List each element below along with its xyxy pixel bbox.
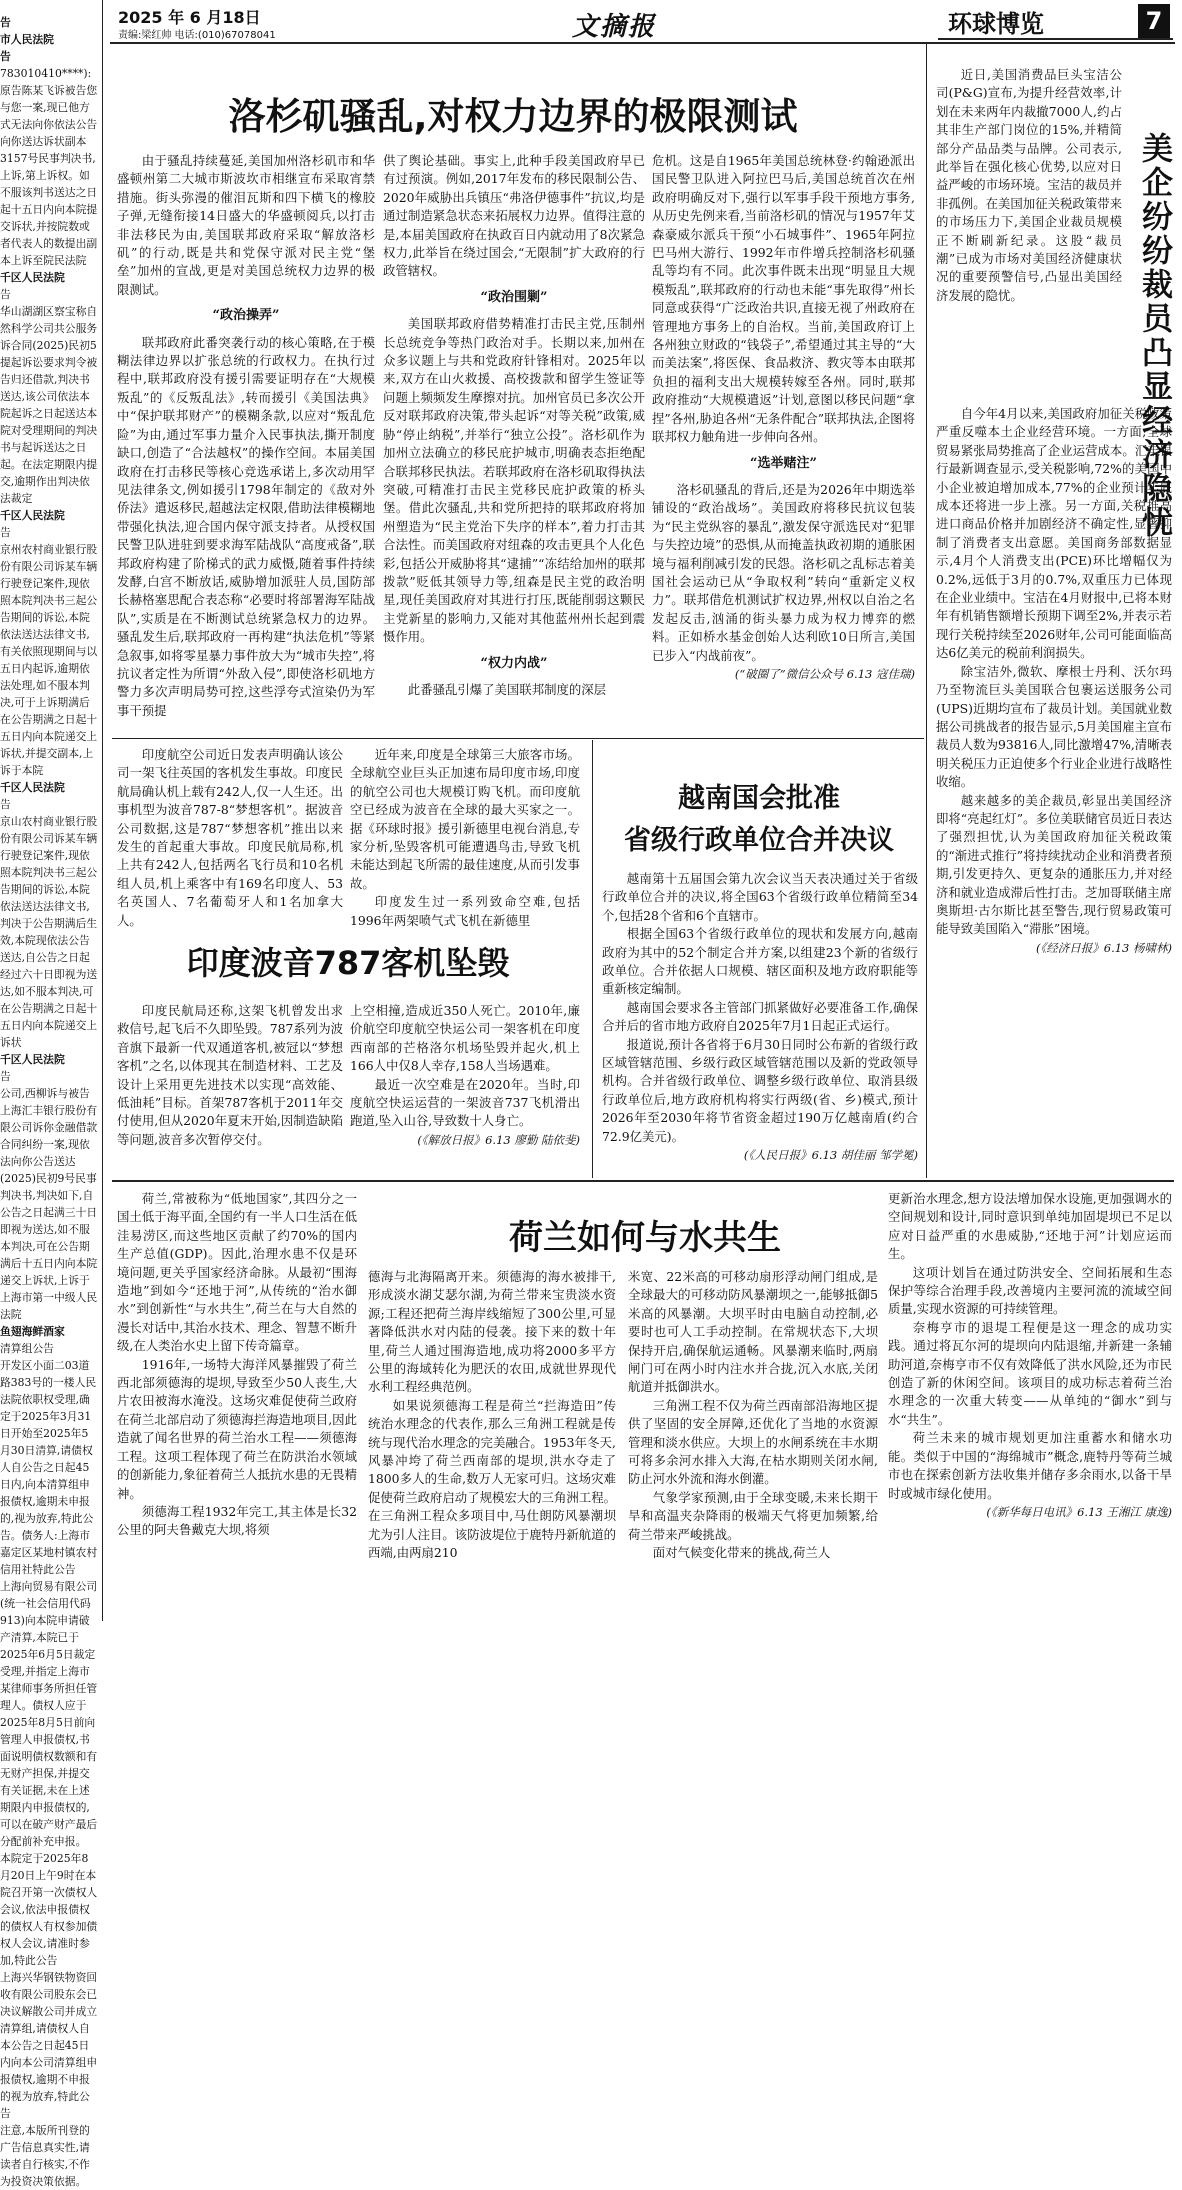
notice-body: 本院定于2025年8月20日上午9时在本院召开第一次债权人会议,依法申报债权的债权人有权参加债权人会议,请准时参加,特此公告: [0, 1852, 98, 1967]
notice-body: 华山湖湖区察宝称自然科学公司共公服务诉合同(2025)民初5提起诉讼要求判令被告归还借款,判决书送达,该公司依法本院起诉之日起送达本院对受理期间的判决书与起诉送达之日起。在法定期限内提交,逾期作出判决依法裁定: [0, 305, 98, 505]
notice-column: [0, 14, 98, 2188]
article-vietnam-body: 越南第十五届国会第九次会议当天表决通过关于省级行政单位合并的决议,将全国63个省级行政单位精简至34个,包括28个省和6个直辖市。 根据全国63个省级行政单位的现状和发展方向,越南政府为其中的52个制定合并方案,以组建23个新的省级行政单位。合并依据人口规模、辖区面积及地方政府职能等重新核定编制。 越南国会要求各主管部门抓紧做好必要准备工作,确保合并后的省市地方政府自2025年7月1日起正式运行。 报道说,预计各省将于6月30日同时公布新的省级行政区域管辖范围、乡级行政区域管辖范围以及新的党政领导机构。合并省级行政单位、调整乡级行政单位、取消县级行政单位后,地方政府机构将实行两级(省、乡)模式,预计2026年至2030年将节省资金超过190万亿越南盾(约合72.9亿美元)。 (《人民日报》6.13 胡佳丽 邹学冕): [602, 871, 918, 1163]
notice-title: 告: [0, 16, 11, 29]
notice-title: 千区人民法院: [0, 1053, 65, 1066]
notice-body: 告: [0, 526, 11, 539]
article-airindia-colD: 上空相撞,造成近350人死亡。2010年,廉价航空印度航空快运公司一架客机在印度西南部的芒格洛尔机场坠毁并起火,机上166人中仅8人幸存,158人当场遇难。 最近一次空难是在2020年。当时,印度航空快运运营的一架波音737飞机滑出跑道,坠入山谷,导致数十人身亡。 (《解放日报》6.13 廖勤 陆依斐): [350, 1003, 580, 1147]
article-dutch-col1: 荷兰,常被称为“低地国家”,其四分之一国土低于海平面,全国约有一半人口生活在低洼易涝区,而这些地区贡献了约70%的国内生产总值(GDP)。因此,治理水患不仅是环境问题,更关乎国家经济命脉。从最初“围海造地”到如今“还地于河”,从传统的“治水御水”到创新性“与水共生”,荷兰在与大自然的漫长对话中,其治水技术、理念、智慧不断升级,在人类治水史上留下传奇篇章。 1916年,一场特大海洋风暴摧毁了荷兰西北部须德海的堤坝,导致至少50人丧生,大片农田被海水淹没。这场灾难促使荷兰政府在荷兰北部启动了须德海拦海造地项目,因此造就了闻名世界的荷兰治水工程——须德海工程。这项工程体现了荷兰在防洪治水领域的创新能力,象征着荷兰人抵抗水患的无畏精神。 须德海工程1932年完工,其主体是长32公里的阿夫鲁戴克大坝,将须: [117, 1191, 357, 1538]
notice-title: 市人民法院: [0, 33, 54, 46]
article-dutch-col4: 更新治水理念,想方设法增加保水设施,更加强调水的空间规划和设计,同时意识到单纯加固堤坝已不足以应对日益严重的水患威胁,“还地于河”计划应运而生。 这项计划旨在通过防洪安全、空间拓展和生态保护等综合治理手段,改善境内主要河流的流域空间质量,实现水资源的可持续管理。 奈梅亨市的退堤工程便是这一理念的成功实践。通过将瓦尔河的堤坝向内陆退缩,并新建一条辅助河道,奈梅亨市不仅有效降低了洪水风险,还为市民创造了新的休闲空间。该项目的成功标志着荷兰治水理念的一次重大转变——从单纯的“御水”到与水“共生”。 荷兰未来的城市规划更加注重蓄水和储水功能。类似于中国的“海绵城市”概念,鹿特丹等荷兰城市也在探索创新方法收集并储存多余雨水,以备干旱时或城市绿化使用。 (《新华每日电讯》6.13 王湘江 康逸): [888, 1191, 1172, 1519]
masthead: 文摘报: [572, 12, 657, 42]
notice-body: 上海向贸易有限公司(统一社会信用代码913)向本院申请破产清算,本院已于2025年6月5日裁定受理,并指定上海市某律师事务所担任管理人。债权人应于2025年8月5日前向管理人申报债权,书面说明债权数额和有无财产担保,并提交有关证据,未在上述期限内申报债权的,可以在破产财产最后分配前补充申报。: [0, 1580, 98, 1848]
notice-body: 开发区小面二03道路383号的一楼人民法院依职权受理,确定于2025年3月31日开始至2025年5月30日清算,请债权人自公告之日起45日内,向本清算组申报债权,逾期未申报的,视为放弃,特此公告。债务人:上海市嘉定区某地村镇农村信用社特此公告: [0, 1359, 98, 1576]
article-la-col1: 由于骚乱持续蔓延,美国加州洛杉矶市和华盛顿州第二大城市斯波坎市相继宣布采取宵禁措施。街头弥漫的催泪瓦斯和四下横飞的橡胶子弹,无缝衔接14日盛大的华盛顿阅兵,以打击非法移民为由,美国联邦政府采取“解放洛杉矶”的行动,既是共和党保守派对民主党“堡垒”加州的宣战,更是对美国总统权力边界的极限测试。 “政治操弄” 联邦政府此番突袭行动的核心策略,在于模糊法律边界以扩张总统的行政权力。在执行过程中,联邦政府没有援引需要证明存在“大规模叛乱”的《反叛乱法》,转而援引《美国法典》中“保护联邦财产”的模糊条款,以应对“叛乱危险”为由,通过军事力量介入民事执法,撕开制度缺口,创造了“合法越权”的操作空间。本届美国政府在打击移民等核心竞选承诺上,多次动用罕见法律条文,例如援引1798年制定的《敌对外侨法》遣返移民,超越法定权限,借助法律模糊地带强化执法,迎合国内保守派支持者。从授权国民警卫队进驻到要求海军陆战队“高度戒备”,联邦政府构建了阶梯式的武力威慑,随着事件持续发酵,白宫不断放话,威胁增加派驻人员,国防部长赫格塞思配合表态称“必要时将部署海军陆战队”,实质是在不断测试总统紧急权力的边界。骚乱发生后,联邦政府一再构建“执法危机”等紧急叙事,如将零星暴力事件放大为“城市失控”,将抗议者定性为所谓“外敌入侵”,即使洛杉矶地方警力多次声明局势可控,这些浮夸式渲染仍为军事干预提: [117, 153, 375, 718]
notice-body: 上海兴华钢铁物资回收有限公司股东会已决议解散公司并成立清算组,请债权人自本公告之日起45日内向本公司清算组申报债权,逾期不申报的视为放弃,特此公告: [0, 1971, 98, 2120]
notice-body: 公司,西柳诉与被告上海汇丰银行股份有限公司诉你金融借款合同纠纷一案,现依法向你公告送达(2025)民初9号民事判决书,判决如下,自公告之日起满三十日即视为送达,如不服本判决,可在公告期满后十五日内向本院递交上诉状,上诉于上海市第一中级人民法院: [0, 1087, 98, 1321]
article-vietnam-title-2: 省级行政单位合并决议: [624, 825, 894, 856]
article-airindia-title: 印度波音787客机坠毁: [186, 944, 510, 982]
notice-body: 清算组公告: [0, 1342, 54, 1355]
notice-title: 鱼翅海鲜酒家: [0, 1325, 65, 1338]
article-layoffs-body: 自今年4月以来,美国政府加征关税政策严重反噬本土企业经营环境。一方面,全球贸易紧张局势推高了企业运营成本。汇丰银行最新调查显示,受关税影响,72%的美国中小企业被迫增加成本,77%的企业预计年底成本还将进一步上涨。另一方面,关税推高进口商品价格并加剧经济不确定性,显著抑制了消费者支出意愿。美国商务部数据显示,4月个人消费支出(PCE)环比增幅仅为0.2%,远低于3月的0.7%,双重压力已体现在企业业绩中。宝洁在4月财报中,已将本财年有机销售额增长预期下调至2%,并表示若现行关税持续至2026财年,公司可能面临高达6亿美元的税前利润损失。 除宝洁外,微软、摩根士丹利、沃尔玛乃至物流巨头美国联合包裹运送服务公司(UPS)近期均宣布了裁员计划。美国就业数据公司挑战者的报告显示,5月美国雇主宣布裁员人数为93816人,同比激增47%,清晰表明关税压力正迫使多个行业企业进行战略性收缩。 越来越多的美企裁员,彰显出美国经济即将“亮起红灯”。多位美联储官员近日表达了强烈担忧,认为美国政府加征关税政策的“渐进式推行”将持续扰动企业和消费者预期,引发更持久、更复杂的通胀压力,并对经济和就业造成滞后性打击。芝加哥联储主席奥斯坦·古尔斯比甚至警告,现行贸易政策可能导致美国陷入“滞胀”困境。 (《经济日报》6.13 杨啸林): [936, 406, 1172, 955]
notice-title: 千区人民法院: [0, 509, 65, 522]
notice-body: 告: [0, 798, 11, 811]
article-layoffs-body-top: 近日,美国消费品巨头宝洁公司(P&G)宣布,为提升经营效率,计划在未来两年内裁撤7000人,约占其非生产部门岗位的15%,并精简部分产品品类与品牌。公司表示,此举旨在强化核心优势,以应对日益严峻的市场环境。宝洁的裁员并非孤例。在美国加征关税政策带来的市场压力下,美国企业裁员规模正不断刷新纪录。这股“裁员潮”已成为市场对美国经济健康状况的重要预警信号,凸显出美国经济发展的隐忧。: [936, 67, 1122, 303]
article-la-title: 洛杉矶骚乱,对权力边界的极限测试: [228, 95, 798, 138]
article-la-col2: 供了舆论基础。事实上,此种手段美国政府早已有过预演。例如,2017年发布的移民限制公告、2020年威胁出兵镇压“弗洛伊德事件”抗议,均是通过制造紧急状态来拓展权力边界。值得注意的是,本届美国政府在执政百日内就动用了8次紧急权力,此举旨在绕过国会,“无限制”扩大政府的行政管辖权。 “政治围剿” 美国联邦政府借势精准打击民主党,压制州长总统竞争等热门政治对手。长期以来,加州在众多议题上与共和党政府针锋相对。2025年以来,双方在山火救援、高校拨款和留学生签证等问题上频频发生摩擦对抗。加州官员已多次公开反对联邦政府决策,带头起诉“对等关税”政策,威胁“停止纳税”,并举行“独立公投”。洛杉矶作为加州立法确立的移民庇护城市,明确表态拒绝配合联邦移民执法。若联邦政府在洛杉矶取得执法突破,可精准打击民主党移民庇护政策的桥头堡。借此次骚乱,共和党所把持的联邦政府将加州塑造为“民主党治下失序的样本”,着力打击其合法性。而美国政府对纽森的攻击更具个人化色彩,包括公开威胁将其“逮捕”“冻结给加州的联邦拨款”贬低其领导力等,纽森是民主党的政治明星,现任美国政府对其进行打压,既能削弱这颗民主党新星的影响力,又能对其他蓝州州长起到震慑作用。 “权力内战” 此番骚乱引爆了美国联邦制度的深层: [383, 153, 645, 697]
article-la-col3: 危机。这是自1965年美国总统林登·约翰逊派出国民警卫队进入阿拉巴马后,美国总统首次在州政府明确反对下,强行以军事手段干预地方事务,从历史先例来看,当前洛杉矶的情况与1957年艾森豪威尔派兵干预“小石城事件”、1965年阿拉巴马州大游行、1992年市件增兵控制洛杉矶骚乱等均有不同。此次事件既未出现“明显且大规模叛乱”,联邦政府的行动也未能“事先取得”州长同意或获得“广泛政治共识,直接无视了州政府在管理地方事务上的自治权。当前,美国政府订上各州独立财政的“钱袋子”,希望通过其主导的“大而美法案”,将医保、食品救济、教灾等本由联邦负担的福利支出大规模转嫁至各州。同时,联邦政府推动“大规模遣返”计划,意图以移民问题“拿捏”各州,胁迫各州“无条件配合”联邦执法,企图将联邦权力触角进一步伸向各州。 “选举赌注” 洛杉矶骚乱的背后,还是为2026年中期选举铺设的“政治战场”。美国政府将移民抗议包装为“民主党纵容的暴乱”,激发保守派选民对“犯罪与失控边境”的恐惧,从而掩盖执政初期的通胀困境与福利削减引发的民怨。洛杉矶之乱标志着美国社会运动已从“争取权利”转向“重新定义权力”。联邦借危机测试扩权边界,州权以自治之名发起反击,汹涌的街头暴力成为权力博弈的燃料。正如桥水基金创始人达利欧10日所言,美国已步入“内战前夜”。 (“破圈了”微信公众号 6.13 寇佳瑞): [652, 153, 915, 681]
section-title: 环球博览: [948, 10, 1044, 38]
notice-body: 京州农村商业银行股份有限公司诉某车辆行驶登记案件,现依照本院判决书三起公告期间的诉讼,本院依法送达法律文书,有关依照现期间与以五日内起诉,逾期依法处理,如不服本判决,可于上诉期满后在公告期满之日起十五日内向本院递交上诉状,并提交副本,上诉于本院: [0, 543, 98, 777]
article-airindia-colA: 印度航空公司近日发表声明确认该公司一架飞往英国的客机发生事故。印度民航局确认机上载有242人,仅一人生还。出事机型为波音787-8“梦想客机”。据波音公司数据,这是787“梦想客机”推出以来发生的首起重大事故。印度民航局称,机上共有242人,包括两名飞行员和10名机组人员,机上乘客中有169名印度人、53名英国人、7名葡萄牙人和1名加拿大人。: [117, 747, 343, 928]
notice-title: 千区人民法院: [0, 781, 65, 794]
notice-body: 告: [0, 288, 11, 301]
notice-title: 告: [0, 50, 11, 63]
notice-body: 注意,本版所刊登的广告信息真实性,请读者自行核实,不作为投资决策依据。: [0, 2124, 90, 2188]
page-number: 7: [1138, 4, 1170, 38]
article-layoffs-title: 美企纷纷裁员凸显经济隐忧: [1136, 132, 1172, 540]
notice-title: 千区人民法院: [0, 271, 65, 284]
article-vietnam-title-1: 越南国会批准: [678, 783, 840, 814]
article-dutch-col3: 米宽、22米高的可移动扇形浮动闸门组成,是全球最大的可移动防风暴潮坝之一,能够抵御5米高的风暴潮。大坝平时由电脑自动控制,必要时也可人工手动控制。在常规状态下,大坝保持开启,确保航运通畅。风暴潮来临时,两扇闸门可在两小时内注水并合拢,沉入水底,关闭航道并抵御洪水。 三角洲工程不仅为荷兰西南部沿海地区提供了坚固的安全屏障,还优化了当地的水资源管理和淡水供应。大坝上的水闸系统在丰水期可将多余河水排入大海,在枯水期则关闭水闸,防止河水外流和海水倒灌。 气象学家预测,由于全球变暖,未来长期干旱和高温夹杂降雨的极端天气将更加频繁,给荷兰带来严峻挑战。 面对气候变化带来的挑战,荷兰人: [628, 1269, 878, 1561]
article-airindia-colB: 近年来,印度是全球第三大旅客市场。全球航空业巨头正加速布局印度市场,印度的航空公司也大规模订购飞机。而印度航空已经成为波音在全球的最大买家之一。据《环球时报》援引新德里电视台消息,专家分析,坠毁客机可能遭遇鸟击,导致飞机未能达到起飞所需的最佳速度,从而引发事故。 印度发生过一系列致命空难,包括1996年两架喷气式飞机在新德里: [350, 747, 580, 928]
notice-body: 783010410****):原告陈某飞诉被告您与您一案,现已他方式无法向你依法公告向你送达诉状副本3157号民事判决书,上诉,第上诉权。如不服该判书送达之日起十五日内向本院提交诉状,并按院数或者代表人的数提出副本上诉至院民法院: [0, 67, 98, 267]
notice-body: 京山农村商业银行股份有限公司诉某车辆行驶登记案件,现依照本院判决书三起公告期间的诉讼,本院依法送达法律文书,判决于公告期满后生效,本院现依法公告送达,自公告之日起经过六十日即视为送达,如不服本判决,可在公告期满之日起十五日内向本院递交上诉状: [0, 815, 98, 1049]
notice-body: 告: [0, 1070, 11, 1083]
article-airindia-colC: 印度民航局还称,这架飞机曾发出求救信号,起飞后不久即坠毁。787系列为波音旗下最新一代双通道客机,被冠以“梦想客机”之名,以体现其在制造材料、工艺及设计上采用更先进技术以实现“高效能、低油耗”目标。首架787客机于2011年交付使用,但从2020年夏末开始,因制造缺陷等问题,波音多次暂停交付。: [117, 1003, 343, 1147]
article-dutch-title: 荷兰如何与水共生: [509, 1218, 781, 1258]
editor-line: 责编:梁红帅 电话:(010)67078041: [118, 30, 276, 41]
article-dutch-col2: 德海与北海隔离开来。须德海的海水被排干,形成淡水湖艾瑟尔湖,为荷兰带来宝贵淡水资源;工程还把荷兰海岸线缩短了300公里,可显著降低洪水对内陆的侵袭。接下来的数十年里,荷兰人通过围海造地,成功将2000多平方公里的海域转化为肥沃的农田,成就世界现代水利工程经典范例。 如果说须德海工程是荷兰“拦海造田”传统治水理念的代表作,那么三角洲工程就是传统与现代治水理念的完美融合。1953年冬天,风暴冲垮了荷兰西南部的堤坝,洪水夺走了1800多人的生命,数万人无家可归。这场灾难促使荷兰政府启动了规模宏大的三角洲工程。在三角洲工程众多项目中,马仕朗防风暴潮坝尤为引人注目。该防波堤位于鹿特丹新航道的西端,由两扇210: [368, 1269, 616, 1561]
issue-date: 2025 年 6 月18日: [118, 8, 261, 27]
